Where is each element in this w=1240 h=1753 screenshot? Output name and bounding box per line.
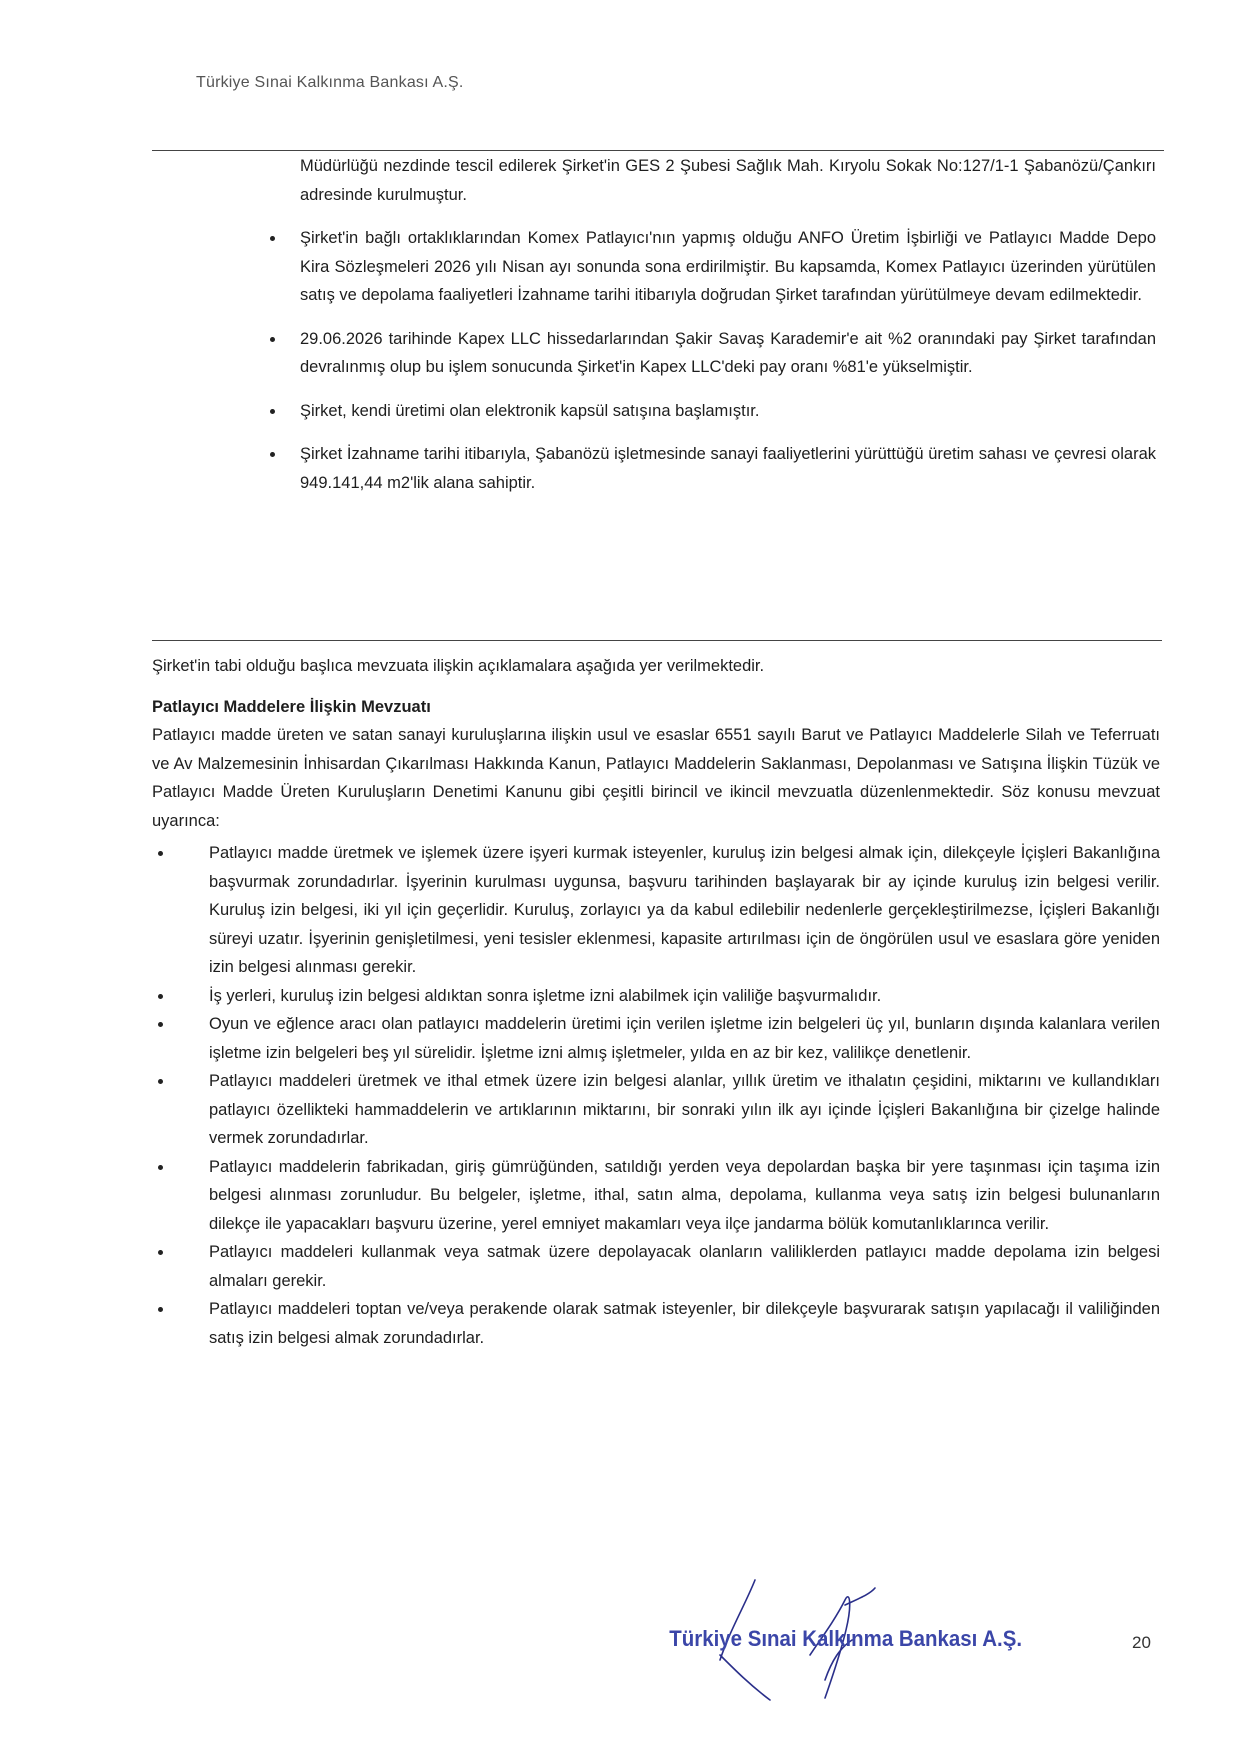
regulation-bullet-list	[152, 839, 1160, 1352]
company-stamp-signature	[660, 1560, 1023, 1710]
body-paragraph: Patlayıcı madde üreten ve satan sanayi kuruluşlarına ilişkin usul ve esaslar 6551 sayılı Barut ve Patlayıcı Maddelerle Silah ve Teferruatı ve Av Malzemesinin İnhisardan Çıkarılması Hakkında Kanun, Patlayıcı Maddelerin Saklanması, Depolanması ve Satışına İlişkin Tüzük ve Patlayıcı Madde Üreten Kuruluşların Denetimi Kanunu gibi çeşitli birincil ve ikincil mevzuatla düzenlenmektedir. Söz konusu mevzuat uyarınca:	[152, 726, 1160, 830]
box-top-rule	[152, 150, 1164, 151]
page-header-company: Türkiye Sınai Kalkınma Bankası A.Ş.	[196, 74, 464, 91]
highlight-box	[300, 152, 1156, 497]
box-bullet-item: Şirket, kendi üretimi olan elektronik kapsül satışına başlamıştır.	[300, 397, 1156, 426]
regulation-bullet-item: Patlayıcı madde üretmek ve işlemek üzere işyeri kurmak isteyenler, kuruluş izin belgesi almak için, dilekçeyle İçişleri Bakanlığına başvurmak zorundadırlar. İşyerinin kurulması uygunsa, başvuru tarihinden başlayarak bir ay içinde kuruluş izin belgesi verilir. Kuruluş izin belgesi, iki yıl için geçerlidir. Kuruluş, zorlayıcı ya da kabul edilebilir nedenlerle gerçekleştirilmezse, İçişleri Bakanlığı süreyi uzatır. İşyerinin genişletilmesi, yeni tesisler eklenmesi, kapasite artırılması için de öngörülen usul ve esaslara göre yeniden izin belgesi alınması gerekir.	[152, 839, 1160, 982]
box-bullet-item: 29.06.2026 tarihinde Kapex LLC hissedarlarından Şakir Savaş Karademir'e ait %2 oranındaki pay Şirket tarafından devralınmış olup bu işlem sonucunda Şirket'in Kapex LLC'deki pay oranı %81'e yükselmiştir.	[300, 325, 1156, 382]
section-heading: Patlayıcı Maddelere İlişkin Mevzuatı	[152, 697, 431, 716]
box-bullet-item: Şirket'in bağlı ortaklıklarından Komex Patlayıcı'nın yapmış olduğu ANFO Üretim İşbirliği ve Patlayıcı Madde Depo Kira Sözleşmeleri 2026 yılı Nisan ayı sonunda sona erdirilmiştir. Bu kapsamda, Komex Patlayıcı üzerinden yürütülen satış ve depolama faaliyetleri İzahname tarihi itibarıyla doğrudan Şirket tarafından yürütülmeye devam edilmektedir.	[300, 224, 1156, 310]
box-bullet-item: Şirket İzahname tarihi itibarıyla, Şabanözü işletmesinde sanayi faaliyetlerini yürüttüğü üretim sahası ve çevresi olarak 949.141,44 m2'lik alana sahiptir.	[300, 440, 1156, 497]
regulation-bullet-item: İş yerleri, kuruluş izin belgesi aldıktan sonra işletme izni alabilmek için valiliğe başvurmalıdır.	[152, 982, 1160, 1011]
regulation-bullet-item: Patlayıcı maddeleri toptan ve/veya perakende olarak satmak isteyenler, bir dilekçeyle başvurarak satışın yapılacağı il valiliğinden satış izin belgesi almak zorundadırlar.	[152, 1295, 1160, 1352]
regulation-bullet-item: Patlayıcı maddeleri kullanmak veya satmak üzere depolayacak olanların valiliklerden patlayıcı madde depolama izin belgesi almaları gerekir.	[152, 1238, 1160, 1295]
box-bottom-rule	[152, 640, 1162, 641]
intro-sentence: Şirket'in tabi olduğu başlıca mevzuata ilişkin açıklamalara aşağıda yer verilmektedir.	[152, 657, 765, 675]
regulation-bullet-item: Oyun ve eğlence aracı olan patlayıcı maddelerin üretimi için verilen işletme izin belgeleri üç yıl, bunların dışında kalanlara verilen işletme izin belgeleri beş yıl sürelidir. İşletme izni almış işletmeler, yılda en az bir kez, valilikçe denetlenir.	[152, 1010, 1160, 1067]
regulation-bullet-item: Patlayıcı maddelerin fabrikadan, giriş gümrüğünden, satıldığı yerden veya depolardan başka bir yere taşınması için taşıma izin belgesi alınması zorunludur. Bu belgeler, işletme, ithal, satın alma, depolama, kullanma veya satış izin belgesi bulunanların dilekçe ile yapacakları başvuru üzerine, yerel emniyet makamları veya ilçe jandarma bölük komutanlıklarınca verilir.	[152, 1153, 1160, 1239]
box-bullet-list	[300, 224, 1156, 497]
regulation-bullet-item: Patlayıcı maddeleri üretmek ve ithal etmek üzere izin belgesi alanlar, yıllık üretim ve ithalatın çeşidini, miktarını ve kullandıkları patlayıcı özellikteki hammaddelerin ve artıklarının miktarını, bir sonraki yılın ilk ayı içinde İçişleri Bakanlığına bir çizelge halinde vermek zorundadırlar.	[152, 1067, 1160, 1153]
main-content	[152, 652, 1160, 1352]
stamp-text: Türkiye Sınai Kalkınma Bankası A.Ş.	[669, 1626, 1023, 1652]
page-number: 20	[1132, 1633, 1151, 1652]
box-lead-text: Müdürlüğü nezdinde tescil edilerek Şirket'in GES 2 Şubesi Sağlık Mah. Kıryolu Sokak No:127/1-1 Şabanözü/Çankırı adresinde kurulmuştur.	[300, 157, 1156, 204]
